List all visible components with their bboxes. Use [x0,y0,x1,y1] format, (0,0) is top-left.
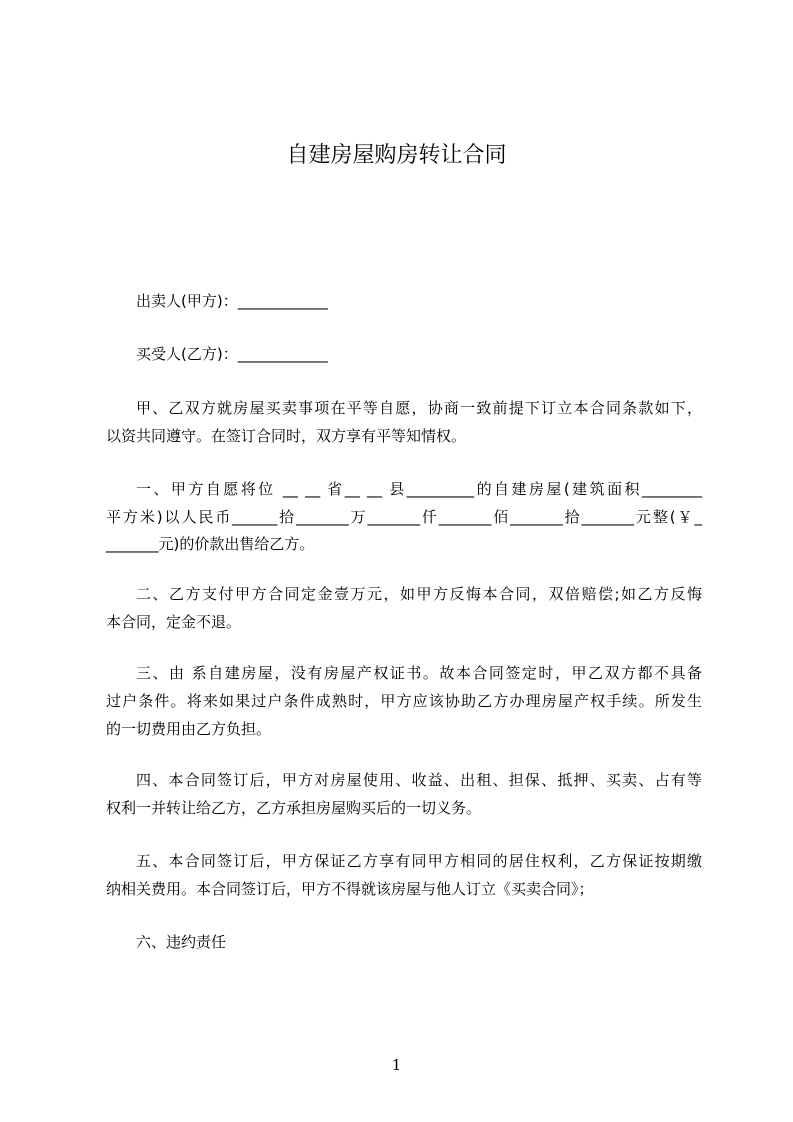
clause-3-line-3: 的一切费用由乙方负担。 [106,720,272,738]
page-number: 1 [391,1056,402,1074]
clause-1-line-1: 一、甲方自愿将位 __ __ 省__ __ 县_________的自建房屋(建筑面积________ [136,480,702,498]
clause-4-line-2: 权利一并转让给乙方，乙方承担房屋购买后的一切义务。 [106,799,482,817]
clause-2-line-2: 本合同，定金不退。 [106,613,242,631]
clause-5-line-1: 五、本合同签订后，甲方保证乙方享有同甲方相同的居住权利，乙方保证按期缴 [136,852,702,870]
clause-3-line-2: 过户条件。将来如果过户条件成熟时，甲方应该协助乙方办理房屋产权手续。所发生 [106,692,702,710]
clause-2-line-1: 二、乙方支付甲方合同定金壹万元，如甲方反悔本合同，双倍赔偿;如乙方反悔 [136,585,702,603]
clause-4-line-1: 四、本合同签订后，甲方对房屋使用、收益、出租、担保、抵押、买卖、占有等 [136,771,702,789]
clause-5-line-2: 纳相关费用。本合同签订后，甲方不得就该房屋与他人订立《买卖合同》； [106,880,594,898]
document-title: 自建房屋购房转让合同 [286,143,507,168]
clause-1-line-2: 平方米)以人民币______拾_______万_______仟_______佰_______拾_______元整(￥_ [106,508,702,526]
intro-line-1: 甲、乙双方就房屋买卖事项在平等自愿，协商一致前提下订立本合同条款如下， [136,399,702,417]
clause-1-line-3: _______元)的价款出售给乙方。 [106,535,315,553]
clause-3-line-1: 三、由 系自建房屋，没有房屋产权证书。故本合同签定时，甲乙双方都不具备 [136,664,702,682]
seller-line: 出卖人(甲方)：____________ [136,292,328,310]
buyer-line: 买受人(乙方)：____________ [136,345,328,363]
clause-6-heading: 六、违约责任 [136,933,227,951]
intro-line-2: 以资共同遵守。在签订合同时，双方享有平等知情权。 [106,427,467,445]
